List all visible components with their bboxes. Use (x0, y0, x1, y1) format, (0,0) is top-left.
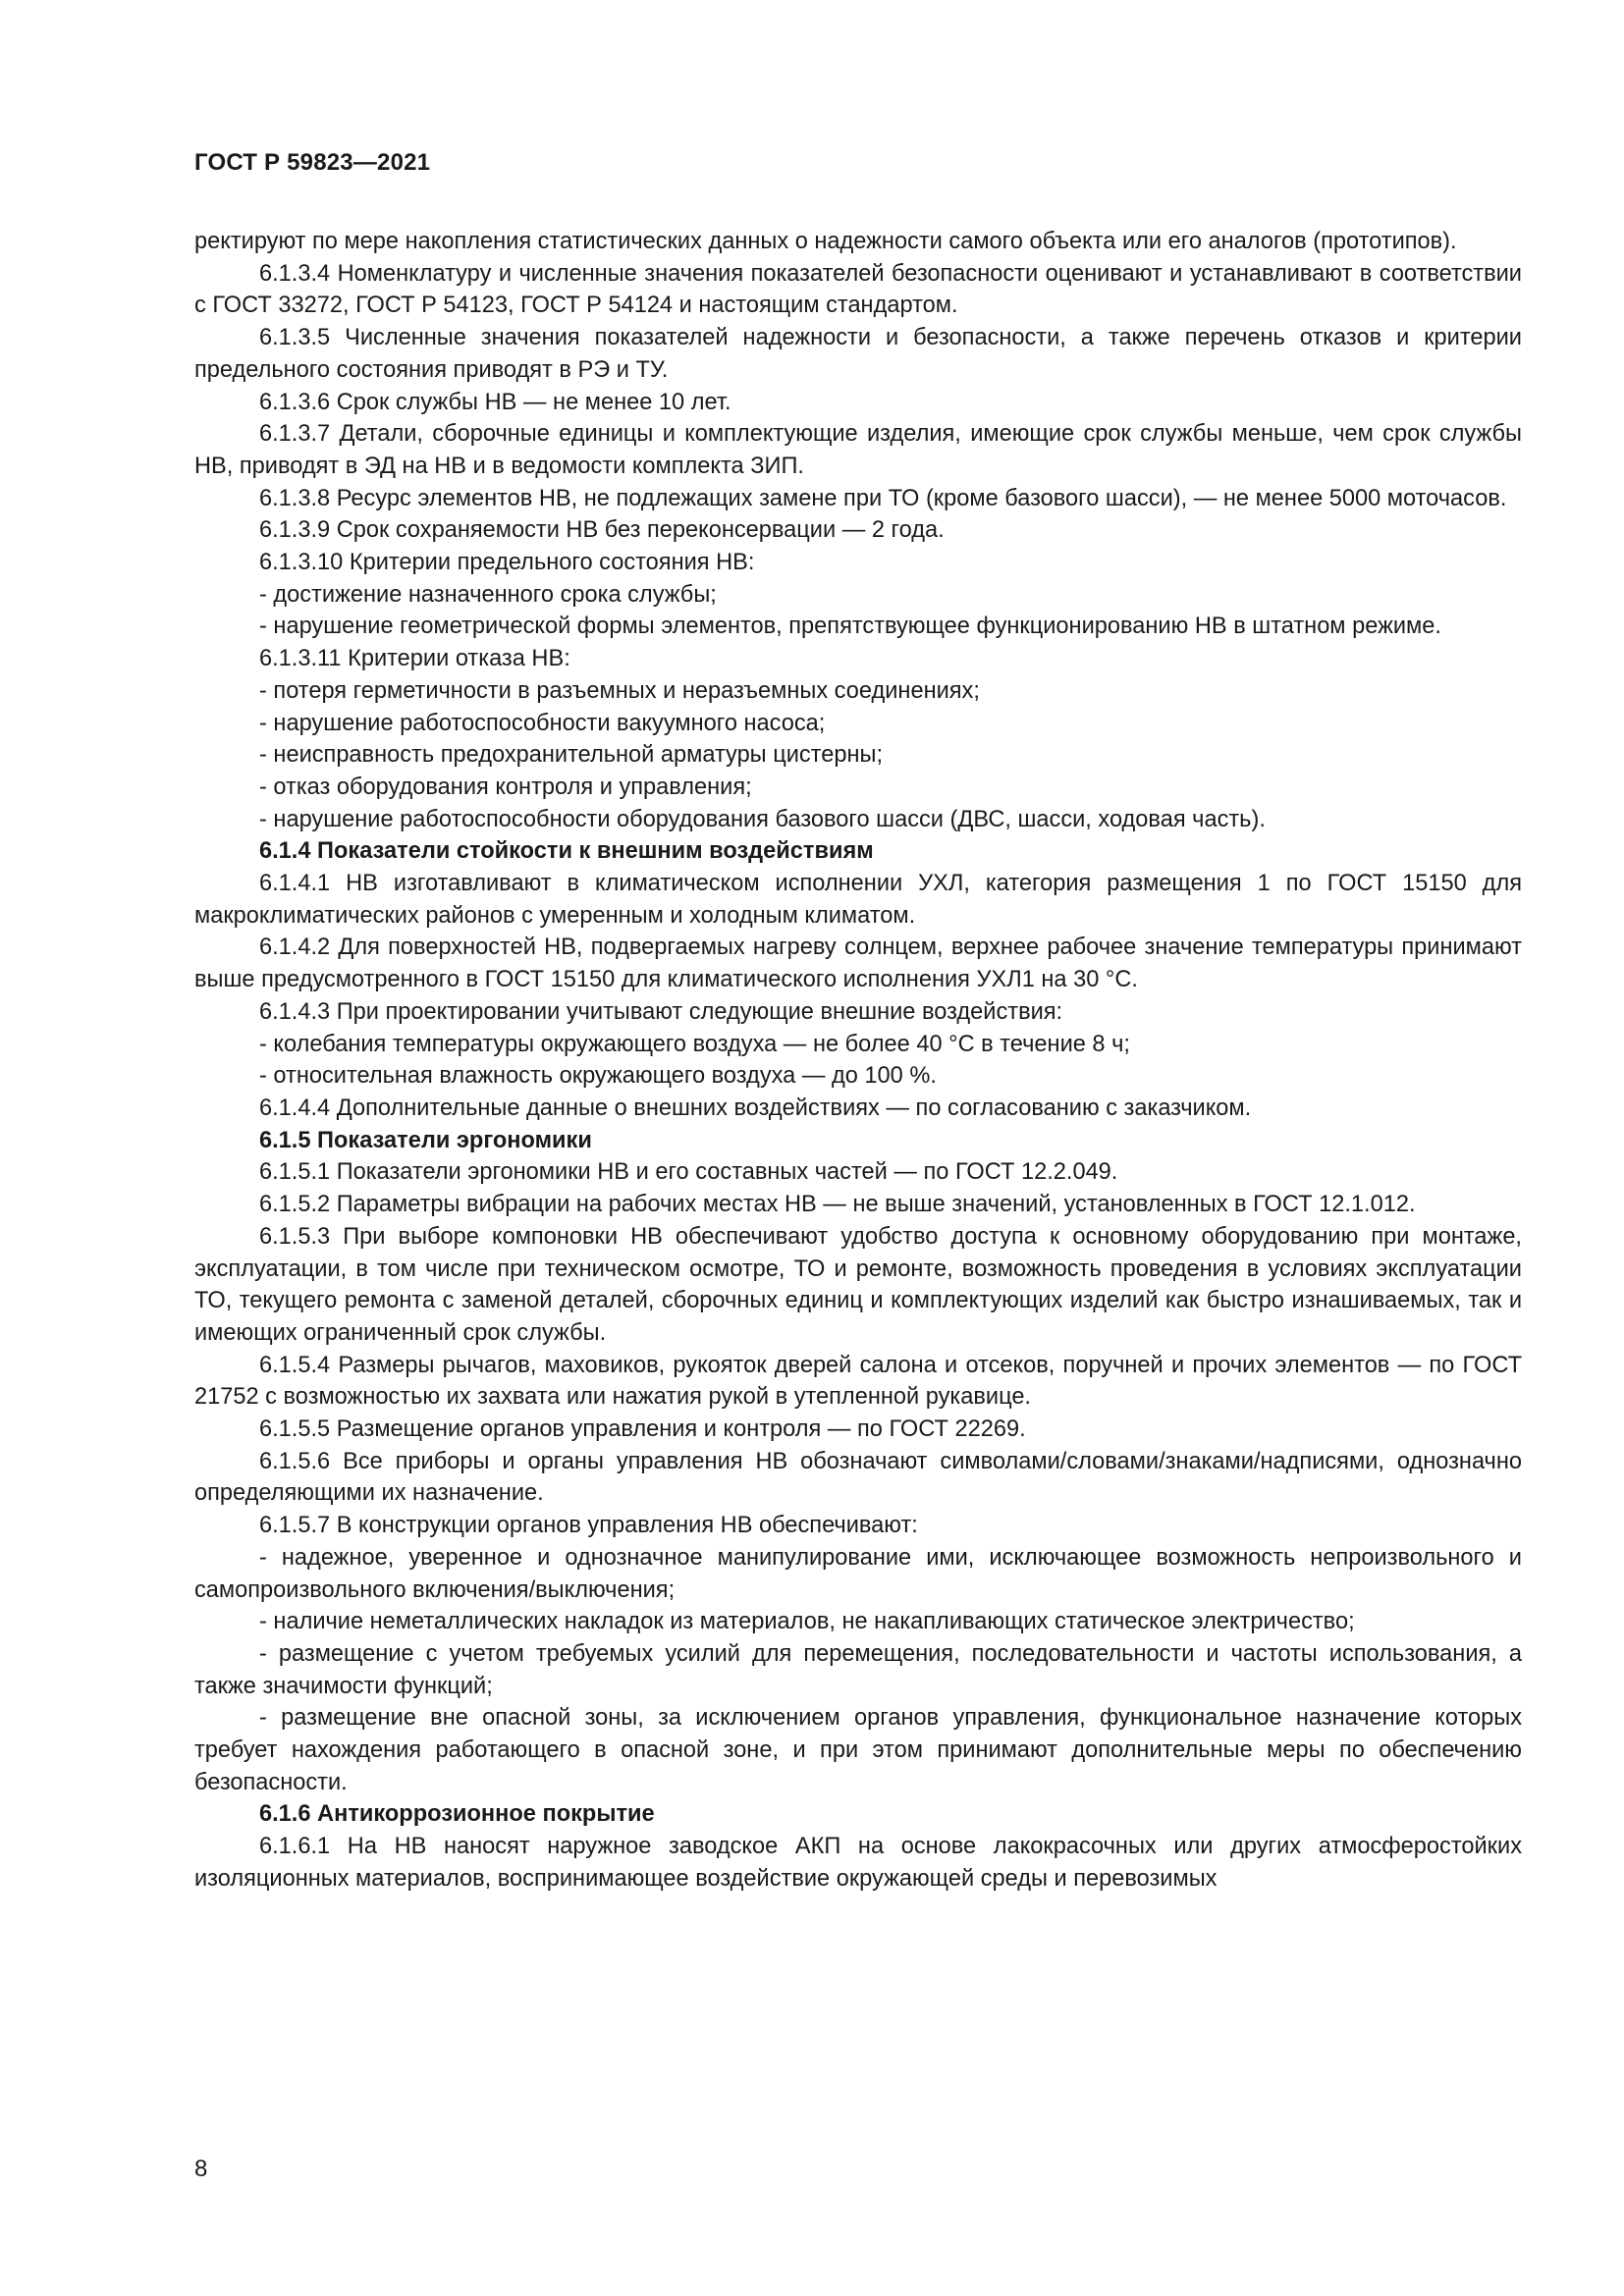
paragraph: 6.1.4.2 Для поверхностей НВ, подвергаемых нагреву солнцем, верхнее рабочее значение температуры принимают выше предусмотренного в ГОСТ 15150 для климатического исполнения УХЛ1 на 30 °С. (194, 934, 1522, 993)
section-heading: 6.1.4 Показатели стойкости к внешним воздействиям (259, 838, 874, 865)
section-heading: 6.1.5 Показатели эргономики (259, 1127, 592, 1153)
page-number: 8 (194, 2156, 208, 2182)
document-body (194, 226, 1522, 1896)
paragraph: - относительная влажность окружающего воздуха — до 100 %. (259, 1063, 937, 1090)
paragraph: 6.1.3.4 Номенклатуру и численные значения показателей безопасности оценивают и устанавливают в соответствии с ГОСТ 33272, ГОСТ Р 54123, ГОСТ Р 54124 и настоящим стандартом. (194, 260, 1522, 319)
paragraph: - надежное, уверенное и однозначное манипулирование ими, исключающее возможность непроизвольного и самопроизвольного включения/выключения; (194, 1544, 1522, 1603)
paragraph: 6.1.5.7 В конструкции органов управления НВ обеспечивают: (259, 1513, 918, 1539)
document-header: ГОСТ Р 59823—2021 (194, 149, 431, 176)
paragraph: 6.1.5.4 Размеры рычагов, маховиков, рукояток дверей салона и отсеков, поручней и прочих элементов — по ГОСТ 21752 с возможностью их захвата или нажатия рукой в утепленной рукавице. (194, 1352, 1522, 1411)
section-heading: 6.1.6 Антикоррозионное покрытие (259, 1801, 655, 1828)
paragraph: 6.1.3.7 Детали, сборочные единицы и комплектующие изделия, имеющие срок службы меньше, чем срок службы НВ, приводят в ЭД на НВ и в ведомости комплекта ЗИП. (194, 421, 1522, 479)
paragraph: 6.1.5.3 При выборе компоновки НВ обеспечивают удобство доступа к основному оборудованию при монтаже, эксплуатации, в том числе при техническом осмотре, ТО и ремонте, возможность проведения в условиях эксплуатации ТО, текущего ремонта с заменой деталей, сборочных единиц и комплектующих изделий как быстро изнашиваемых, так и имеющих ограниченный срок службы. (194, 1223, 1522, 1346)
paragraph: - нарушение работоспособности оборудования базового шасси (ДВС, шасси, ходовая часть). (259, 806, 1266, 832)
paragraph: 6.1.3.6 Срок службы НВ — не менее 10 лет. (259, 389, 731, 415)
paragraph: 6.1.3.9 Срок сохраняемости НВ без переконсервации — 2 года. (259, 517, 945, 544)
paragraph-continuation: ректируют по мере накопления статистических данных о надежности самого объекта или его аналогов (прототипов). (194, 229, 1457, 254)
paragraph: 6.1.5.2 Параметры вибрации на рабочих местах НВ — не выше значений, установленных в ГОСТ 12.1.012. (259, 1192, 1416, 1218)
paragraph: 6.1.5.5 Размещение органов управления и контроля — по ГОСТ 22269. (259, 1416, 1026, 1443)
paragraph: 6.1.4.3 При проектировании учитывают следующие внешние воздействия: (259, 998, 1063, 1025)
paragraph: - наличие неметаллических накладок из материалов, не накапливающих статическое электричество; (259, 1609, 1355, 1635)
paragraph: - неисправность предохранительной арматуры цистерны; (259, 742, 884, 769)
paragraph: - размещение вне опасной зоны, за исключением органов управления, функциональное назначение которых требует нахождения работающего в опасной зоне, и при этом принимают дополнительные меры по обеспечению безопасности. (194, 1705, 1522, 1795)
paragraph: 6.1.4.4 Дополнительные данные о внешних воздействиях — по согласованию с заказчиком. (259, 1095, 1252, 1121)
paragraph: - нарушение работоспособности вакуумного насоса; (259, 710, 826, 736)
paragraph: - размещение с учетом требуемых усилий для перемещения, последовательности и частоты использования, а также значимости функций; (194, 1640, 1522, 1699)
paragraph: - потеря герметичности в разъемных и неразъемных соединениях; (259, 677, 980, 704)
paragraph: 6.1.3.10 Критерии предельного состояния НВ: (259, 550, 755, 576)
paragraph: 6.1.4.1 НВ изготавливают в климатическом исполнении УХЛ, категория размещения 1 по ГОСТ 15150 для макроклиматических районов с умеренным и холодным климатом. (194, 871, 1522, 929)
paragraph: 6.1.6.1 На НВ наносят наружное заводское АКП на основе лакокрасочных или других атмосферостойких изоляционных материалов, воспринимающее воздействие окружающей среды и перевозимых (194, 1834, 1522, 1892)
paragraph: 6.1.3.8 Ресурс элементов НВ, не подлежащих замене при ТО (кроме базового шасси), — не менее 5000 моточасов. (259, 485, 1507, 511)
paragraph: - нарушение геометрической формы элементов, препятствующее функционированию НВ в штатном режиме. (259, 614, 1441, 640)
paragraph: 6.1.3.5 Численные значения показателей надежности и безопасности, а также перечень отказов и критерии предельного состояния приводят в РЭ и ТУ. (194, 325, 1522, 383)
paragraph: - отказ оборудования контроля и управления; (259, 774, 752, 800)
paragraph: 6.1.3.11 Критерии отказа НВ: (259, 646, 570, 672)
paragraph: 6.1.5.6 Все приборы и органы управления НВ обозначают символами/словами/знаками/надписями, однозначно определяющими их назначение. (194, 1448, 1522, 1507)
paragraph: - колебания температуры окружающего воздуха — не более 40 °С в течение 8 ч; (259, 1031, 1130, 1057)
paragraph: - достижение назначенного срока службы; (259, 581, 717, 608)
paragraph: 6.1.5.1 Показатели эргономики НВ и его составных частей — по ГОСТ 12.2.049. (259, 1159, 1118, 1186)
